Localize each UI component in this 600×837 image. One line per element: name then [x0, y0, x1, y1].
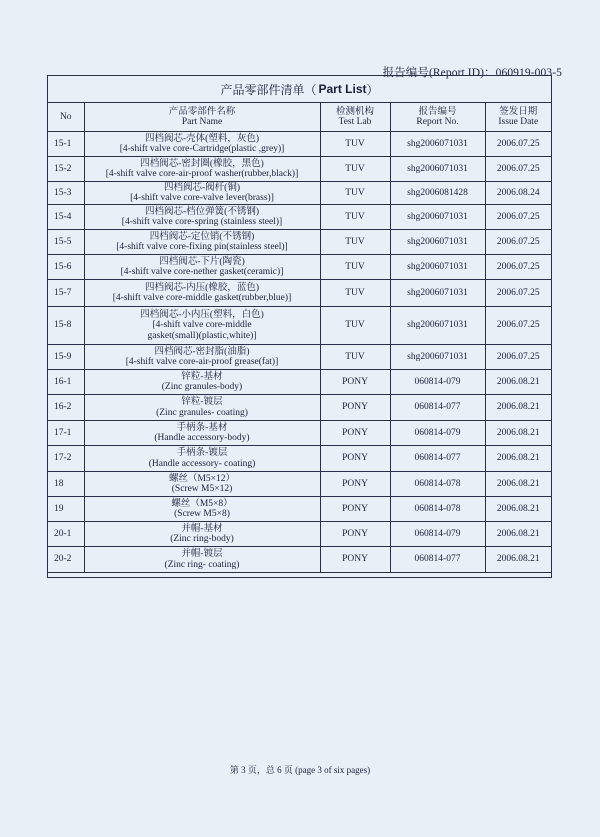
cell-part-name [84, 230, 320, 255]
cell-part-name [84, 472, 320, 497]
cell-issue-date: 2006.07.25 [485, 307, 551, 345]
cell-test-lab: TUV [320, 182, 390, 205]
part-list-table [48, 103, 551, 573]
cell-test-lab: TUV [320, 157, 390, 182]
cell-issue-date: 2006.07.25 [485, 205, 551, 230]
cell-report-no: 060814-079 [390, 522, 485, 547]
part-name-en: (Handle accessory- coating) [148, 458, 256, 469]
cell-test-lab: TUV [320, 345, 390, 370]
cell-no: 15-2 [48, 157, 84, 182]
header-part-name-cn: 产品零部件名称 [168, 106, 236, 117]
cell-part-name [84, 421, 320, 446]
part-name-en: (Handle accessory-body) [154, 433, 250, 443]
cell-part-name [84, 345, 320, 370]
table-row [48, 522, 551, 547]
cell-issue-date: 2006.07.25 [485, 255, 551, 280]
cell-no: 18 [48, 472, 84, 497]
cell-part-name [84, 205, 320, 230]
cell-part-name [84, 522, 320, 547]
table-row [48, 132, 551, 157]
cell-part-name [84, 497, 320, 522]
cell-test-lab: PONY [320, 472, 390, 497]
part-name-cn: 螺丝（M5×12） [168, 473, 236, 484]
part-name-en: (Zinc granules-body) [161, 382, 243, 392]
cell-part-name [84, 280, 320, 307]
cell-no: 16-2 [48, 395, 84, 421]
table-title-en: Part List [318, 82, 367, 96]
part-name-cn: 手柄条-镀层 [176, 448, 228, 458]
header-part-name-en: Part Name [181, 117, 223, 127]
cell-no: 15-7 [48, 280, 84, 307]
cell-issue-date: 2006.08.21 [485, 446, 551, 472]
cell-part-name [84, 446, 320, 472]
part-name-en: [4-shift valve core-middle [152, 320, 252, 331]
cell-issue-date: 2006.07.25 [485, 280, 551, 307]
part-name-cn: 锌粒-镀层 [181, 397, 223, 407]
header-report-no [390, 103, 485, 132]
cell-part-name [84, 370, 320, 395]
cell-issue-date: 2006.08.21 [485, 370, 551, 395]
cell-report-no: 060814-079 [390, 421, 485, 446]
cell-test-lab: PONY [320, 395, 390, 421]
part-name-en: [4-shift valve core-spring (stainless steel)] [121, 217, 283, 227]
part-name-cn: 螺丝（M5×8） [171, 498, 233, 509]
table-row [48, 307, 551, 345]
header-issue-date-en: Issue Date [498, 117, 539, 127]
cell-test-lab: TUV [320, 205, 390, 230]
header-no [48, 103, 84, 132]
cell-report-no: shg2006071031 [390, 205, 485, 230]
header-report-no-en: Report No. [416, 117, 459, 127]
table-row [48, 345, 551, 370]
header-report-no-cn: 报告编号 [418, 106, 457, 117]
page-footer: 第 3 页，总 6 页 (page 3 of six pages) [229, 765, 371, 775]
cell-report-no: shg2006071031 [390, 280, 485, 307]
table-title-cn: 产品零部件清单（ [220, 82, 317, 97]
cell-no: 15-5 [48, 230, 84, 255]
cell-report-no: 060814-077 [390, 547, 485, 573]
cell-test-lab: PONY [320, 446, 390, 472]
part-name-en: (Screw M5×12) [171, 484, 233, 494]
cell-test-lab: PONY [320, 421, 390, 446]
cell-no: 16-1 [48, 370, 84, 395]
cell-report-no: 060814-077 [390, 395, 485, 421]
table-row [48, 255, 551, 280]
cell-no: 15-4 [48, 205, 84, 230]
part-name-en: [4-shift valve core-fixing pin(stainless steel)] [116, 242, 288, 252]
cell-test-lab: PONY [320, 547, 390, 573]
cell-no: 17-1 [48, 421, 84, 446]
table-row [48, 421, 551, 446]
cell-part-name [84, 182, 320, 205]
table-row [48, 280, 551, 307]
cell-report-no: 060814-078 [390, 497, 485, 522]
cell-issue-date: 2006.07.25 [485, 157, 551, 182]
cell-report-no: shg2006071031 [390, 307, 485, 345]
part-name-cn: 并帽-基材 [181, 523, 223, 534]
cell-issue-date: 2006.07.25 [485, 132, 551, 157]
cell-test-lab: PONY [320, 522, 390, 547]
table-row [48, 547, 551, 573]
header-part-name [84, 103, 320, 132]
part-name-en: [4-shift valve core-middle gasket(rubber,blue)] [112, 293, 292, 303]
table-row [48, 182, 551, 205]
cell-part-name [84, 547, 320, 573]
part-name-en: [4-shift valve core-nether gasket(ceramic)] [120, 267, 284, 277]
cell-no: 15-8 [48, 307, 84, 345]
cell-report-no: shg2006071031 [390, 345, 485, 370]
cell-issue-date: 2006.08.21 [485, 395, 551, 421]
table-header-row [48, 103, 551, 132]
part-name-en: (Zinc granules- coating) [156, 407, 248, 418]
part-list-table-frame [47, 75, 552, 578]
cell-no: 15-3 [48, 182, 84, 205]
cell-issue-date: 2006.07.25 [485, 345, 551, 370]
part-name-en: [4-shift valve core-Cartridge(plastic ,grey)] [119, 144, 285, 154]
cell-test-lab: TUV [320, 132, 390, 157]
cell-no: 20-1 [48, 522, 84, 547]
table-row [48, 395, 551, 421]
cell-no: 15-6 [48, 255, 84, 280]
part-name-en: gasket(small)(plastic,white)] [147, 330, 257, 341]
cell-test-lab: PONY [320, 497, 390, 522]
cell-report-no: shg2006081428 [390, 182, 485, 205]
table-title-close: ） [366, 82, 379, 97]
header-no-label: No [59, 111, 72, 122]
cell-report-no: shg2006071031 [390, 132, 485, 157]
cell-test-lab: TUV [320, 280, 390, 307]
part-name-cn: 锌粒-基材 [181, 371, 223, 382]
part-name-en: [4-shift valve core-air-proof grease(fat)] [125, 357, 279, 367]
cell-issue-date: 2006.08.24 [485, 182, 551, 205]
cell-part-name [84, 395, 320, 421]
cell-part-name [84, 255, 320, 280]
part-name-cn: 四档阀芯-内压(橡胶，蓝色) [145, 282, 259, 293]
cell-test-lab: TUV [320, 255, 390, 280]
part-name-en: [4-shift valve core-air-proof washer(rubber,black)] [105, 169, 299, 179]
part-name-cn: 并帽-镀层 [181, 549, 223, 559]
table-row [48, 230, 551, 255]
cell-report-no: shg2006071031 [390, 230, 485, 255]
part-name-cn: 四档阀芯-壳体(塑料，灰色) [145, 133, 259, 144]
cell-test-lab: PONY [320, 370, 390, 395]
cell-part-name [84, 307, 320, 345]
header-test-lab [320, 103, 390, 132]
table-row [48, 497, 551, 522]
cell-no: 15-9 [48, 345, 84, 370]
part-name-cn: 四档阀芯-档位弹簧(不锈钢) [145, 206, 259, 217]
cell-report-no: 060814-078 [390, 472, 485, 497]
table-row [48, 370, 551, 395]
table-row [48, 472, 551, 497]
table-row [48, 446, 551, 472]
part-name-cn: 手柄条-基材 [176, 422, 228, 433]
cell-part-name [84, 157, 320, 182]
part-name-cn: 四档阀芯-密封脂(油脂) [154, 346, 250, 357]
table-row [48, 205, 551, 230]
cell-issue-date: 2006.08.21 [485, 497, 551, 522]
header-test-lab-en: Test Lab [338, 117, 372, 127]
table-row [48, 157, 551, 182]
part-name-en: (Zinc ring-body) [170, 534, 234, 544]
part-name-en: (Zinc ring- coating) [164, 559, 240, 570]
part-name-cn: 四档阀芯-小内压(塑料，白色) [140, 309, 264, 320]
cell-issue-date: 2006.07.25 [485, 230, 551, 255]
part-name-cn: 四档阀芯-定位销(不锈钢) [149, 231, 255, 242]
cell-no: 17-2 [48, 446, 84, 472]
header-issue-date-cn: 签发日期 [499, 106, 538, 117]
table-body [48, 132, 551, 573]
part-name-cn: 四档阀芯-密封圈(橡胶，黑色) [140, 158, 264, 169]
part-name-cn: 四档阀芯-下片(陶瓷) [159, 256, 245, 267]
cell-issue-date: 2006.08.21 [485, 421, 551, 446]
header-issue-date [485, 103, 551, 132]
cell-no: 15-1 [48, 132, 84, 157]
cell-no: 20-2 [48, 547, 84, 573]
cell-report-no: shg2006071031 [390, 255, 485, 280]
cell-test-lab: TUV [320, 307, 390, 345]
report-id: 报告编号(Report ID)：060919-003-5 [382, 67, 562, 79]
part-name-en: (Screw M5×8) [174, 509, 230, 519]
cell-issue-date: 2006.08.21 [485, 472, 551, 497]
part-name-en: [4-shift valve core-valve lever(brass)] [130, 193, 274, 203]
header-test-lab-cn: 检测机构 [335, 106, 374, 117]
cell-report-no: 060814-077 [390, 446, 485, 472]
table-title [48, 76, 551, 103]
cell-part-name [84, 132, 320, 157]
cell-no: 19 [48, 497, 84, 522]
cell-issue-date: 2006.08.21 [485, 522, 551, 547]
cell-test-lab: TUV [320, 230, 390, 255]
cell-report-no: 060814-079 [390, 370, 485, 395]
cell-report-no: shg2006071031 [390, 157, 485, 182]
cell-issue-date: 2006.08.21 [485, 547, 551, 573]
part-name-cn: 四档阀芯-阀杆(铜) [164, 182, 240, 193]
